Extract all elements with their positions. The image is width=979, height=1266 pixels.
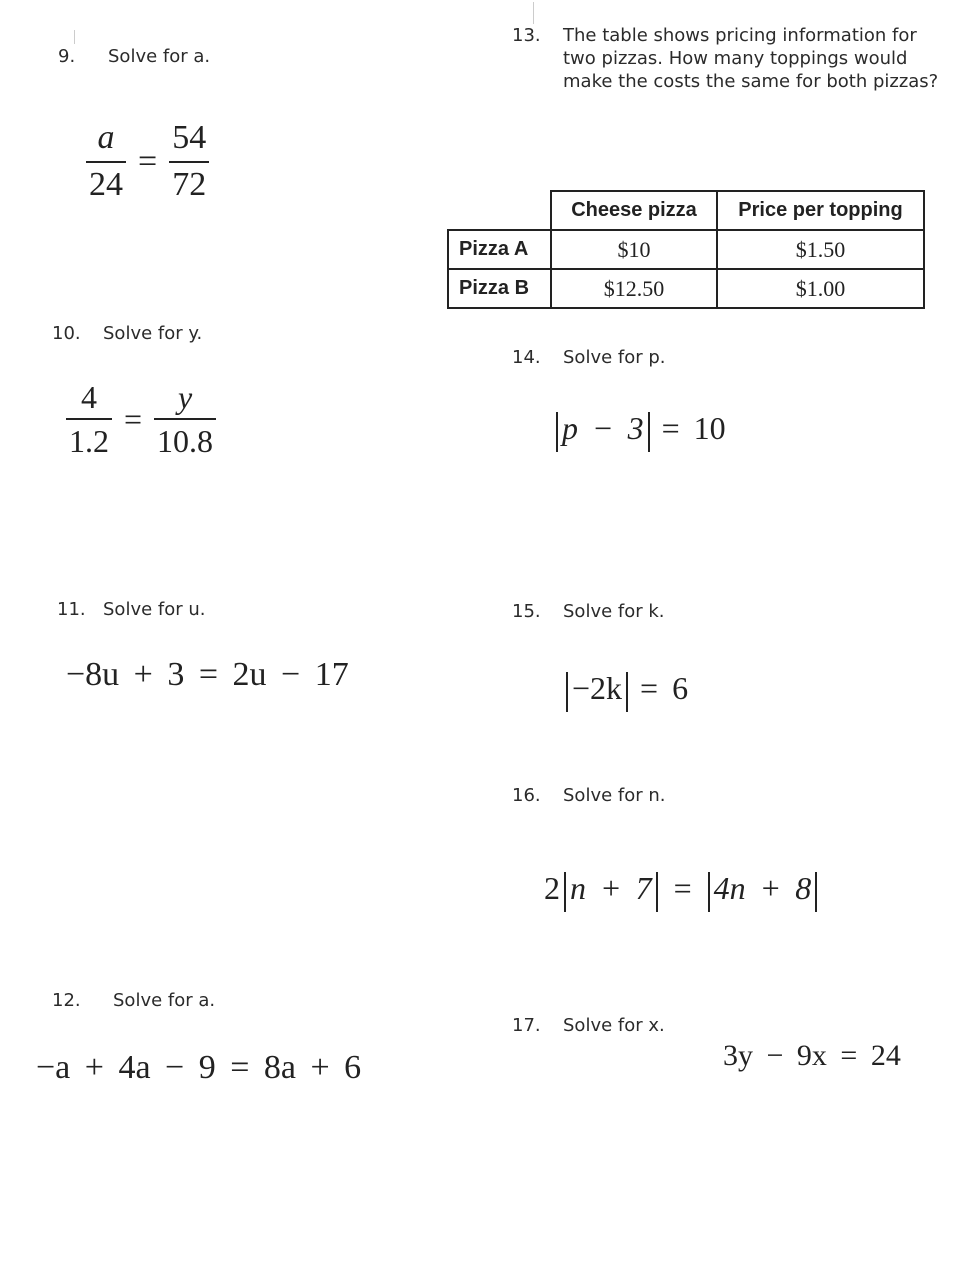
equation-rhs: = 6 bbox=[640, 670, 689, 706]
denominator: 10.8 bbox=[157, 423, 214, 460]
table-header-cell bbox=[448, 191, 551, 230]
question-prompt: Solve for y. bbox=[103, 323, 203, 344]
fraction-left bbox=[66, 378, 112, 461]
table-header-row bbox=[448, 191, 924, 230]
question-number: 14. bbox=[512, 347, 541, 368]
abs-bar-left bbox=[708, 872, 710, 912]
table-row-label: Pizza A bbox=[448, 230, 551, 269]
table-row-label: Pizza B bbox=[448, 269, 551, 308]
question-prompt: Solve for x. bbox=[563, 1015, 665, 1036]
question-number: 12. bbox=[52, 990, 81, 1011]
margin-tick-left bbox=[74, 30, 75, 44]
numerator: 4 bbox=[66, 378, 112, 420]
question-prompt: Solve for n. bbox=[563, 785, 666, 806]
question-prompt: Solve for k. bbox=[563, 601, 665, 622]
linear-equation: 3y − 9x = 24 bbox=[723, 1039, 901, 1072]
absolute-value-equation bbox=[544, 870, 821, 912]
question-prompt: Solve for u. bbox=[103, 599, 206, 620]
question-number: 16. bbox=[512, 785, 541, 806]
absolute-value-equation bbox=[552, 410, 726, 452]
table-row bbox=[448, 269, 924, 308]
equals-sign: = bbox=[124, 400, 143, 437]
abs-bar-right bbox=[656, 872, 658, 912]
question-number: 11. bbox=[57, 599, 86, 620]
fraction-right bbox=[169, 118, 209, 206]
abs-inside-left: n + 7 bbox=[570, 870, 652, 906]
table-header-cell: Price per topping bbox=[717, 191, 924, 230]
margin-tick-right bbox=[533, 2, 534, 24]
denominator: 24 bbox=[89, 165, 123, 203]
abs-bar-right bbox=[626, 672, 628, 712]
equation-rhs: = 10 bbox=[661, 410, 726, 446]
abs-bar-right bbox=[648, 412, 650, 452]
table-row bbox=[448, 230, 924, 269]
question-number: 10. bbox=[52, 323, 81, 344]
numerator: y bbox=[154, 378, 216, 420]
abs-bar-left bbox=[556, 412, 558, 452]
abs-bar-left bbox=[566, 672, 568, 712]
equals-sign: = bbox=[673, 870, 692, 906]
abs-inside: −2k bbox=[572, 670, 623, 706]
question-number: 15. bbox=[512, 601, 541, 622]
table-cell: $1.00 bbox=[717, 269, 924, 308]
question-prompt: Solve for p. bbox=[563, 347, 666, 368]
coefficient: 2 bbox=[544, 870, 560, 906]
numerator: 54 bbox=[169, 118, 209, 163]
question-prompt: Solve for a. bbox=[108, 46, 211, 67]
equals-sign: = bbox=[138, 142, 158, 180]
absolute-value-equation bbox=[562, 670, 688, 712]
abs-bar-left bbox=[564, 872, 566, 912]
table-cell: $10 bbox=[551, 230, 717, 269]
question-number: 13. bbox=[512, 25, 541, 46]
table-cell: $1.50 bbox=[717, 230, 924, 269]
fraction-left bbox=[86, 118, 126, 206]
question-prompt: The table shows pricing information for two pizzas. How many toppings would make the costs the same for both pizzas? bbox=[563, 25, 939, 92]
denominator: 1.2 bbox=[69, 423, 109, 460]
linear-equation: −8u + 3 = 2u − 17 bbox=[66, 656, 349, 693]
abs-inside-right: 4n + 8 bbox=[713, 870, 812, 906]
denominator: 72 bbox=[172, 165, 207, 203]
question-number: 9. bbox=[58, 46, 76, 67]
abs-inside: p − 3 bbox=[562, 410, 644, 446]
pricing-table bbox=[447, 190, 925, 309]
linear-equation: −a + 4a − 9 = 8a + 6 bbox=[36, 1049, 362, 1086]
question-prompt: Solve for a. bbox=[113, 990, 216, 1011]
table-cell: $12.50 bbox=[551, 269, 717, 308]
abs-bar-right bbox=[815, 872, 817, 912]
fraction-right bbox=[154, 378, 216, 461]
numerator: a bbox=[86, 118, 126, 163]
proportion-equation bbox=[66, 378, 216, 461]
table-header-cell: Cheese pizza bbox=[551, 191, 717, 230]
proportion-equation bbox=[86, 118, 209, 206]
question-number: 17. bbox=[512, 1015, 541, 1036]
